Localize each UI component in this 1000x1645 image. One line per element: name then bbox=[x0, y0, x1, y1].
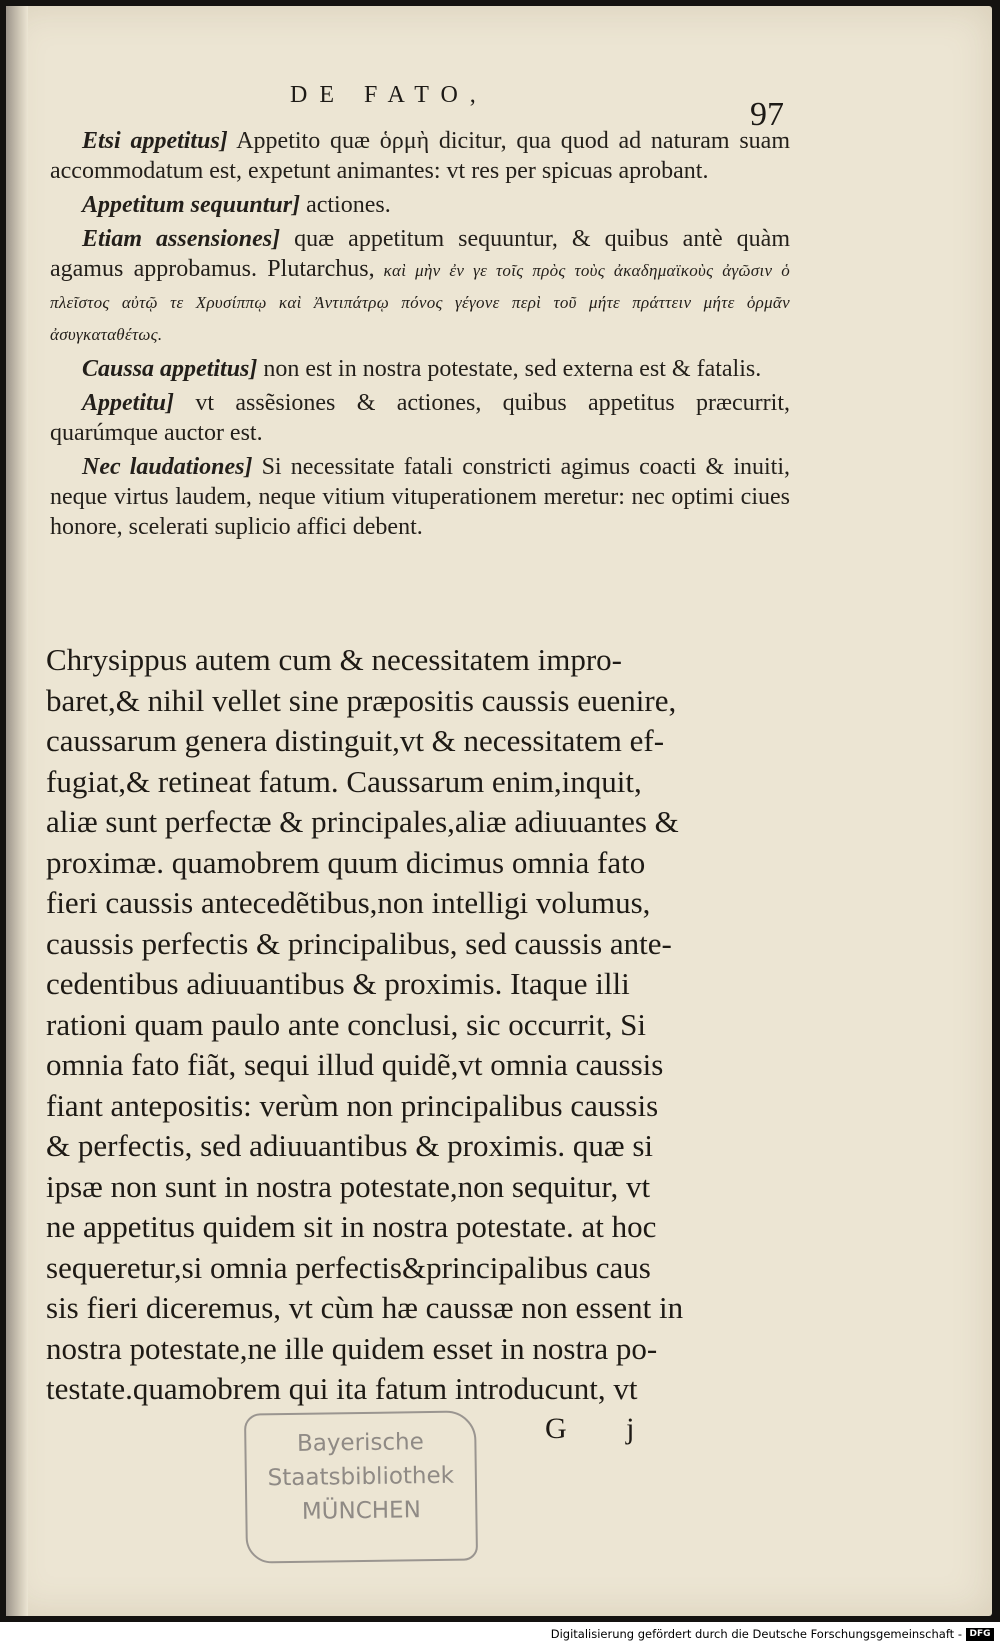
stamp-line: Bayerische bbox=[296, 1429, 424, 1457]
note-item bbox=[50, 388, 790, 448]
text-line: Chrysippus autem cum & necessitatem impro- bbox=[46, 642, 622, 677]
text-line: omnia fato fiãt, sequi illud quidẽ,vt omnia caussis bbox=[46, 1047, 664, 1082]
page-number: 97 bbox=[750, 96, 784, 133]
text-line: fiant antepositis: verùm non principalibus caussis bbox=[46, 1087, 659, 1123]
footer-bar bbox=[0, 1626, 1000, 1645]
note-lemma: Appetitum sequuntur] bbox=[82, 192, 301, 218]
text-line: sis fieri diceremus, vt cùm hæ caussæ non essent in bbox=[46, 1290, 684, 1325]
main-text bbox=[46, 640, 786, 1410]
stamp-line: MÜNCHEN bbox=[301, 1497, 421, 1525]
note-lemma: Etiam assensiones] bbox=[82, 226, 281, 252]
text-line: fieri caussis antecedẽtibus,non intelligi volumus, bbox=[46, 885, 651, 920]
note-item bbox=[50, 452, 790, 542]
note-lemma: Appetitu] bbox=[82, 390, 175, 416]
note-text: Appetito quæ ὁρμὴ dicitur, qua quod ad naturam suam accommodatum est, expetunt animantes: vt res per spicuas aprobant. bbox=[50, 128, 790, 184]
dfg-logo-icon: DFG bbox=[966, 1628, 994, 1641]
note-item bbox=[50, 354, 790, 384]
library-stamp bbox=[244, 1410, 478, 1563]
commentary-notes bbox=[50, 126, 790, 546]
text-line: rationi quam paulo ante conclusi, sic occurrit, Si bbox=[46, 1006, 647, 1042]
text-line: caussis perfectis & principalibus, sed caussis ante- bbox=[46, 925, 672, 961]
note-text: actiones. bbox=[300, 192, 391, 218]
note-text: non est in nostra potestate, sed externa est & fatalis. bbox=[257, 356, 762, 382]
note-item bbox=[50, 126, 790, 186]
text-line: baret,& nihil vellet sine præpositis caussis euenire, bbox=[46, 682, 677, 718]
text-line: caussarum genera distinguit,vt & necessitatem ef- bbox=[46, 723, 665, 758]
text-line: ne appetitus quidem sit in nostra potestate. at hoc bbox=[46, 1209, 657, 1244]
text-line: aliæ sunt perfectæ & principales,aliæ adiuuantes & bbox=[46, 804, 679, 839]
text-line: nostra potestate,ne ille quidem esset in nostra po- bbox=[46, 1330, 658, 1366]
text-line: cedentibus adiuuantibus & proximis. Itaque illi bbox=[46, 966, 630, 1001]
note-text: Si necessitate fatali constricti agimus coacti & inuiti, neque virtus laudem, neque vitium vituperationem meretur: nec optimi ciues honore, scelerati suplicio affici debent. bbox=[50, 454, 790, 540]
note-item bbox=[50, 224, 790, 350]
text-line: & perfectis, sed adiuuantibus & proximis. quæ si bbox=[46, 1128, 654, 1163]
running-head: DE FATO, bbox=[290, 82, 488, 108]
note-lemma: Nec laudationes] bbox=[82, 454, 253, 480]
text-line: proximæ. quamobrem quum dicimus omnia fato bbox=[46, 844, 646, 880]
note-lemma: Caussa appetitus] bbox=[82, 356, 258, 382]
text-line: sequeretur,si omnia perfectis&principalibus caus bbox=[46, 1249, 651, 1285]
signature-mark: G j bbox=[545, 1412, 661, 1445]
text-line: fugiat,& retineat fatum. Caussarum enim,inquit, bbox=[46, 763, 642, 799]
page-gutter bbox=[6, 6, 28, 1616]
stamp-line: Staatsbibliothek bbox=[267, 1462, 455, 1492]
note-text: vt assẽsiones & actiones, quibus appetitus præcurrit, quarúmque auctor est. bbox=[50, 390, 790, 446]
text-line: ipsæ non sunt in nostra potestate,non sequitur, vt bbox=[46, 1168, 651, 1204]
note-lemma: Etsi appetitus] bbox=[82, 128, 228, 154]
funding-notice: Digitalisierung gefördert durch die Deutsche Forschungsgemeinschaft - bbox=[550, 1627, 962, 1641]
note-text: quæ appetitum sequuntur, & quibus antè quàm agamus approbamus. Plutarchus, bbox=[50, 226, 790, 282]
text-line: testate.quamobrem qui ita fatum introducunt, vt bbox=[46, 1371, 638, 1406]
note-item bbox=[50, 190, 790, 220]
greek-quotation: καὶ μὴν ἐν γε τοῖς πρὸς τοὺς ἀκαδημαϊκοὺς ἀγῶσιν ὁ πλεῖστος αὐτῷ τε Χρυσίππῳ καὶ Ἀντιπάτρῳ πόνος γέγονε περὶ τοῦ μήτε πράττειν μήτε ὁρμᾶν ἀσυγκαταθέτως. bbox=[50, 261, 791, 344]
